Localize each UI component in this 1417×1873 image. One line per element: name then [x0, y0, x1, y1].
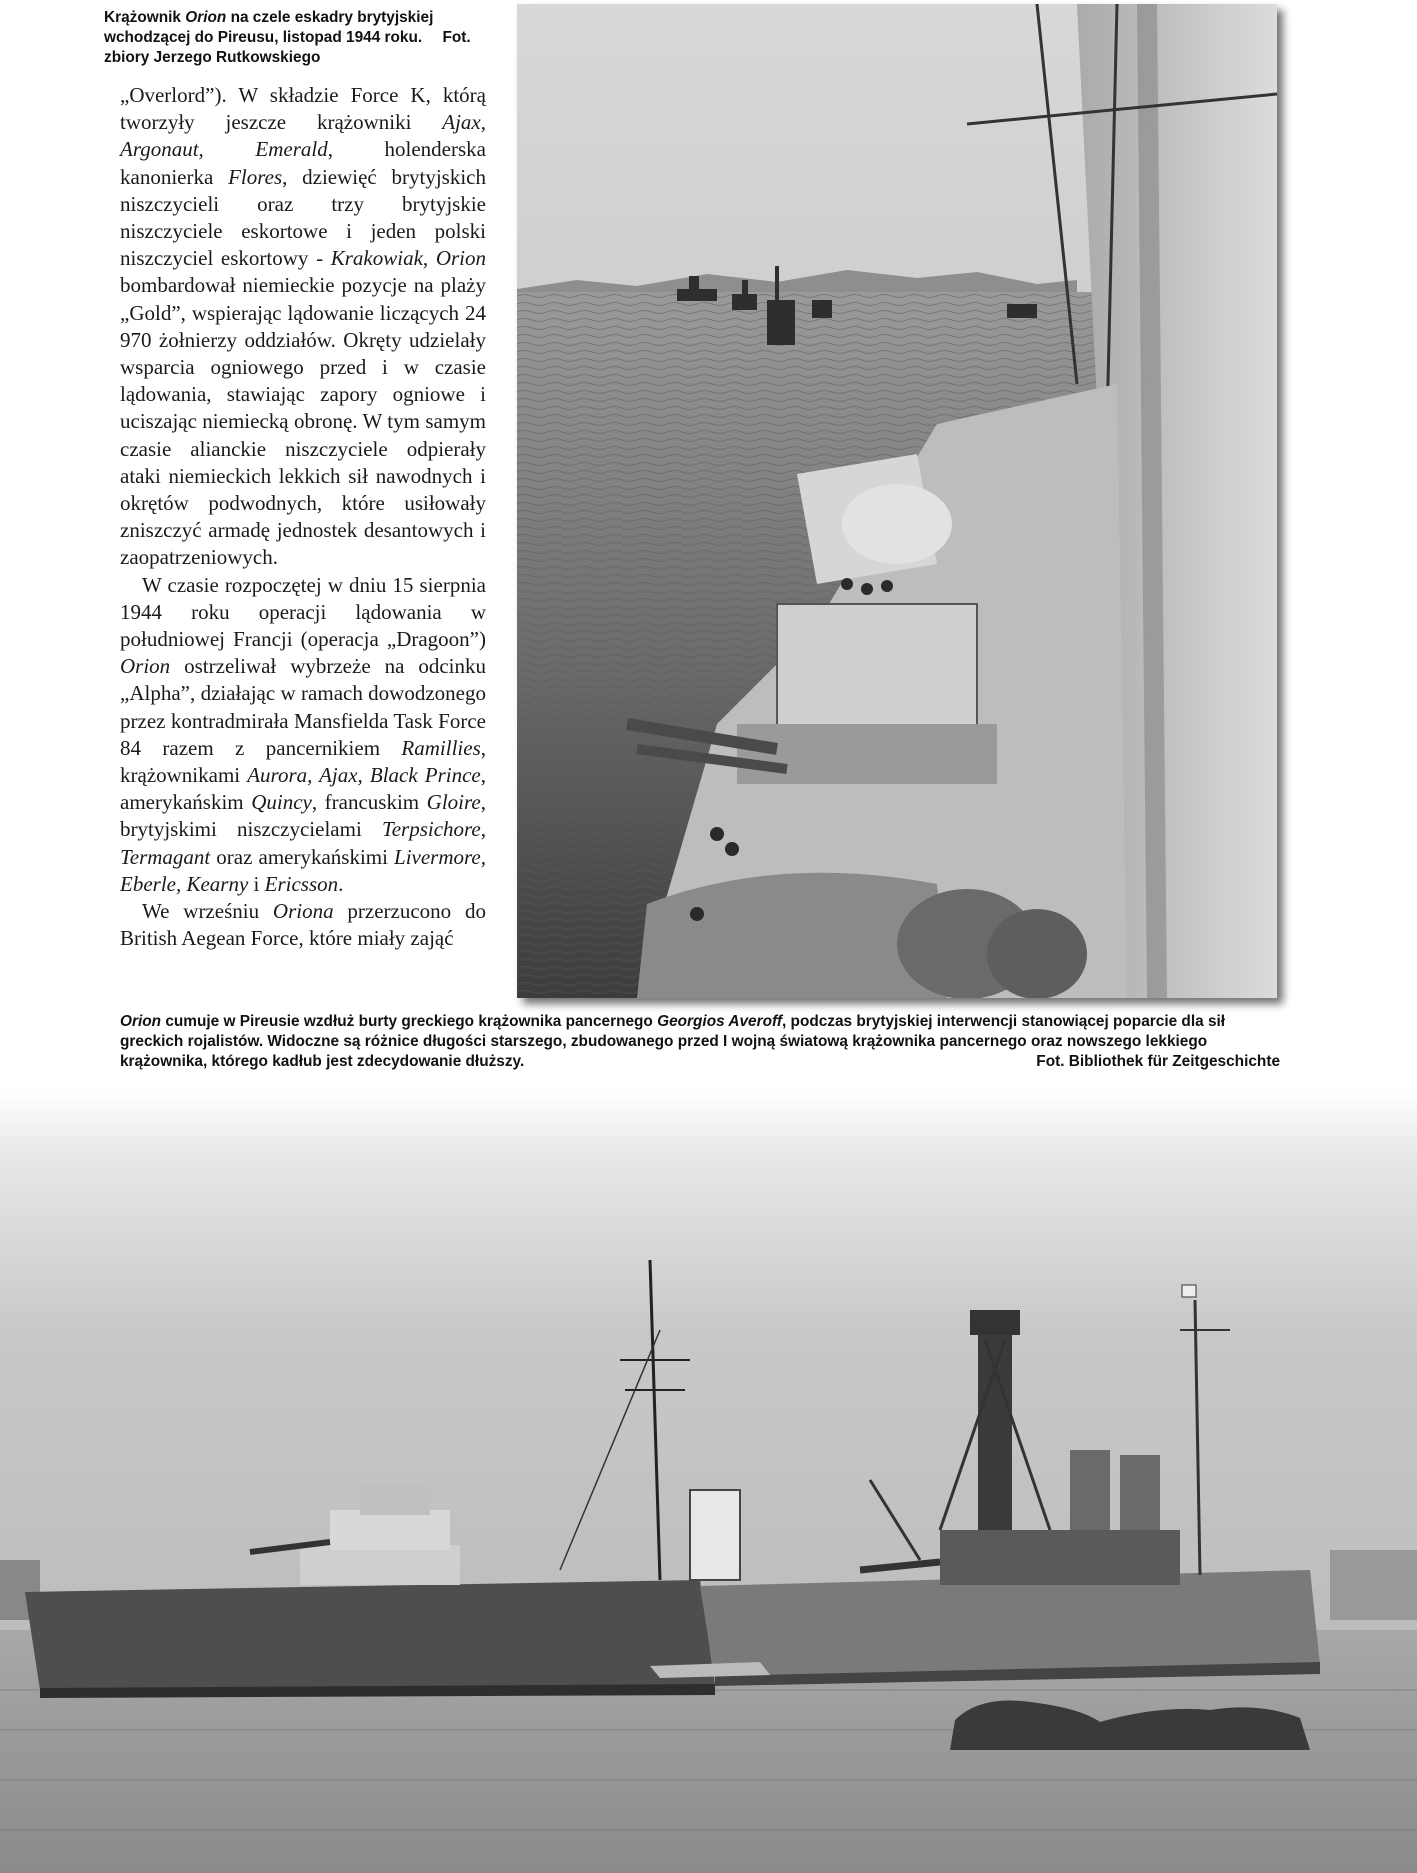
ship-name: Ericsson [264, 871, 339, 896]
article-text: . [338, 871, 344, 896]
photo-credit: Fot. zbiory Jerzego Rutkowskiego [104, 29, 471, 66]
ship-name: Orion [435, 246, 486, 271]
article-text: , amerykańskim [120, 763, 487, 815]
ship-name: Terpsichore [381, 817, 481, 842]
article-text: , [422, 246, 436, 271]
ship-name: Aurora, Ajax, Black Prince [247, 763, 481, 788]
article-text: i [248, 871, 265, 896]
ship-name: Ajax, Argonaut, Emerald [120, 110, 486, 162]
article-text: , holenderska kanonierka [120, 137, 486, 189]
ship-name: Gloire [426, 790, 481, 815]
caption-text: na czele eskadry brytyjskiej wchodzącej do Pireusu, listopad 1944 roku. [104, 9, 434, 46]
article-paragraph [120, 898, 486, 952]
article-text: , [480, 817, 486, 842]
caption-text: Krążownik [104, 9, 186, 26]
photo-credit: Fot. Bibliothek für Zeitgeschichte [1036, 1053, 1280, 1070]
ship-name: Flores [228, 164, 283, 189]
ship-name: Orion [120, 654, 171, 679]
article-text: We wrześniu [142, 899, 273, 924]
article-column [120, 82, 486, 953]
ship-name: Orion [120, 1013, 162, 1030]
article-text: , brytyjskimi niszczycielami [120, 790, 486, 842]
ship-name: Livermore, Eberle, Kearny [120, 844, 486, 896]
ship-name: Georgios Averoff [657, 1013, 782, 1030]
article-paragraph [120, 572, 486, 898]
caption-text: , podczas brytyjskiej interwencji stanowiącej poparcie dla sił greckich rojalistów. Widoczne są różnice długości starszego, zbudowanego przed I wojną światową krążownika pancernego oraz nowszego lekkiego krążownika, którego kadłub jest zdecydowanie dłuższy. [120, 1013, 1226, 1070]
article-paragraph [120, 82, 486, 572]
piraeus-harbor-photo [0, 1090, 1417, 1873]
article-text: , francuskim [311, 790, 427, 815]
cruiser-squadron-photo [517, 4, 1277, 998]
ship-name: Termagant [120, 844, 211, 869]
ship-name: Ramillies [401, 735, 481, 760]
ship-name: Oriona [272, 899, 334, 924]
article-text: bombardował niemieckie pozycje na plaży „Gold”, wspierając lądowanie liczących 24 970 żołnierzy oddziałów. Okręty udzielały wsparcia ogniowego przed i w czasie lądowania, stawiając zapory ogniowe i uciszając niemiecką obronę. W tym samym czasie alianckie niszczyciele odpierały ataki niemieckich lekkich sił nawodnych i okrętów podwodnych, które usiłowały zniszczyć armadę jednostek desantowych i zaopatrzeniowych. [120, 273, 486, 570]
article-text: , krążownikami [120, 735, 486, 788]
article-text: „Overlord”). W składzie Force K, którą tworzyły jeszcze krążowniki [120, 83, 486, 135]
article-text: W czasie rozpoczętej w dniu 15 sierpnia 1944 roku operacji lądowania w południowej Francji (operacja „Dragoon”) [120, 572, 486, 652]
article-text: przerzucono do British Aegean Force, które miały zająć [120, 899, 486, 951]
bottom-photo-caption [120, 1012, 1280, 1072]
caption-text: cumuje w Pireusie wzdłuż burty greckiego krążownika pancernego [161, 1013, 658, 1030]
ship-name: Krakowiak [330, 246, 423, 271]
article-text: oraz amerykańskimi [210, 844, 395, 869]
article-text: , dziewięć brytyjskich niszczycieli oraz trzy brytyjskie niszczyciele eskortowe i jeden polski niszczyciel eskortowy - [120, 164, 487, 271]
article-text: ostrzeliwał wybrzeże na odcinku „Alpha”, działając w ramach dowodzonego przez kontradmirała Mansfielda Task Force 84 razem z pancernikiem [120, 654, 486, 760]
top-photo-caption [104, 8, 486, 68]
ship-name: Quincy [251, 790, 312, 815]
ship-name: Orion [185, 9, 227, 26]
